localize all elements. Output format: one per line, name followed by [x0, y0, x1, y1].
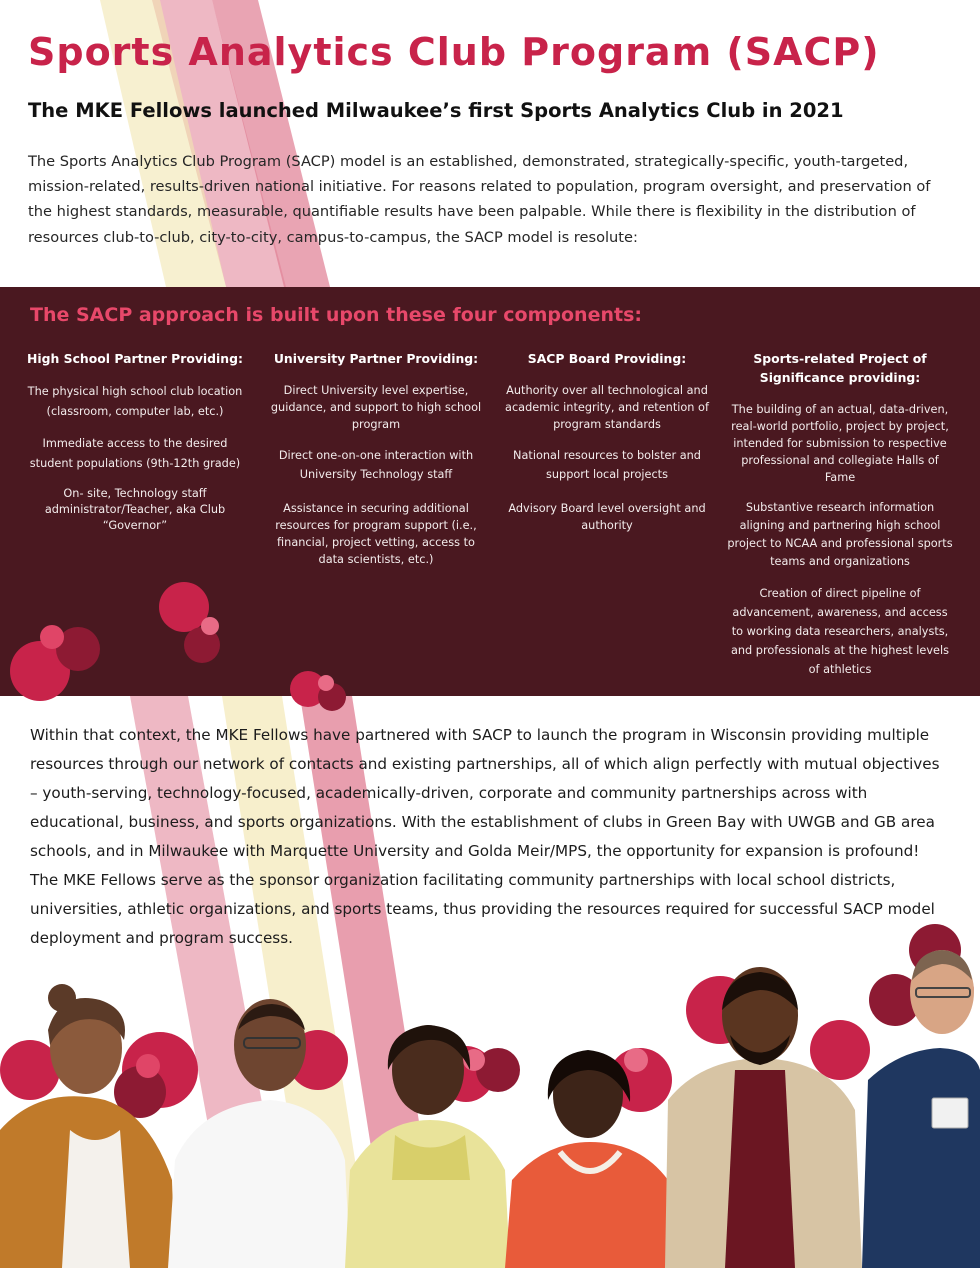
column-item: Advisory Board level oversight and authority	[508, 502, 706, 532]
column-item: Assistance in securing additional resources for program support (i.e., financial, project vetting, access to data scientists, etc.)	[275, 502, 477, 566]
page-title: Sports Analytics Club Program (SACP)	[28, 30, 880, 74]
column-item: The physical high school club location (classroom, computer lab, etc.)	[27, 385, 243, 418]
column-item: Direct one-on-one interaction with University Technology staff	[278, 449, 474, 481]
column-item: Authority over all technological and academic integrity, and retention of program standards	[505, 384, 709, 431]
components-heading: The SACP approach is built upon these four components:	[30, 304, 642, 326]
column-title: SACP Board Providing:	[527, 351, 687, 366]
person-1	[0, 984, 175, 1268]
bubble	[624, 1048, 648, 1072]
column-sports-project	[726, 349, 954, 692]
column-item: Substantive research information aligning and partnering high school project to NCAA and professional sports teams and organizations	[727, 501, 953, 568]
column-item: Creation of direct pipeline of advancement, awareness, and access to working data researchers, analysts, and professionals at the highest levels of athletics	[730, 587, 950, 676]
column-item: National resources to bolster and support local projects	[513, 449, 701, 481]
column-title: High School Partner Providing:	[27, 351, 243, 366]
column-university-partner	[266, 349, 486, 581]
context-paragraph: Within that context, the MKE Fellows have partnered with SACP to launch the program in Wisconsin providing multiple resources through our network of contacts and existing partnerships, all of which align perfectly with mutual objectives – youth-serving, technology-focused, academically-driven, corporate and community partnerships across with educational, business, and sports organizations. With the establishment of clubs in Green Bay with UWGB and GB area schools, and in Milwaukee with Marquette University and Golda Meir/MPS, the opportunity for expansion is profound! The MKE Fellows serve as the sponsor organization facilitating community partnerships with local school districts, universities, athletic organizations, and sports teams, thus providing the resources required for successful SACP model deployment and program success.	[30, 726, 940, 947]
group-photo	[0, 920, 980, 1268]
column-item: Immediate access to the desired student populations (9th-12th grade)	[29, 437, 241, 470]
column-item: The building of an actual, data-driven, real-world portfolio, project by project, intended for submission to respective professional and collegiate Halls of Fame	[731, 403, 949, 484]
column-title: University Partner Providing:	[273, 351, 479, 366]
column-high-school-partner	[22, 349, 248, 546]
page-subtitle: The MKE Fellows launched Milwaukee’s first Sports Analytics Club in 2021	[28, 99, 844, 122]
column-item: Direct University level expertise, guidance, and support to high school program	[270, 384, 482, 431]
bubble	[136, 1054, 160, 1078]
column-title: Sports-related Project of Significance providing:	[753, 351, 927, 385]
intro-paragraph: The Sports Analytics Club Program (SACP) model is an established, demonstrated, strategically-specific, youth-targeted, mission-related, results-driven national initiative. For reasons related to population, program oversight, and preservation of the highest standards, measurable, quantifiable results have been palpable. While there is flexibility in the distribution of resources club-to-club, city-to-city, campus-to-campus, the SACP model is resolute:	[28, 153, 931, 246]
bubble	[810, 1020, 870, 1080]
column-sacp-board	[498, 349, 716, 547]
column-item: On- site, Technology staff administrator/Teacher, aka Club “Governor”	[44, 487, 226, 532]
components-panel	[0, 287, 980, 696]
